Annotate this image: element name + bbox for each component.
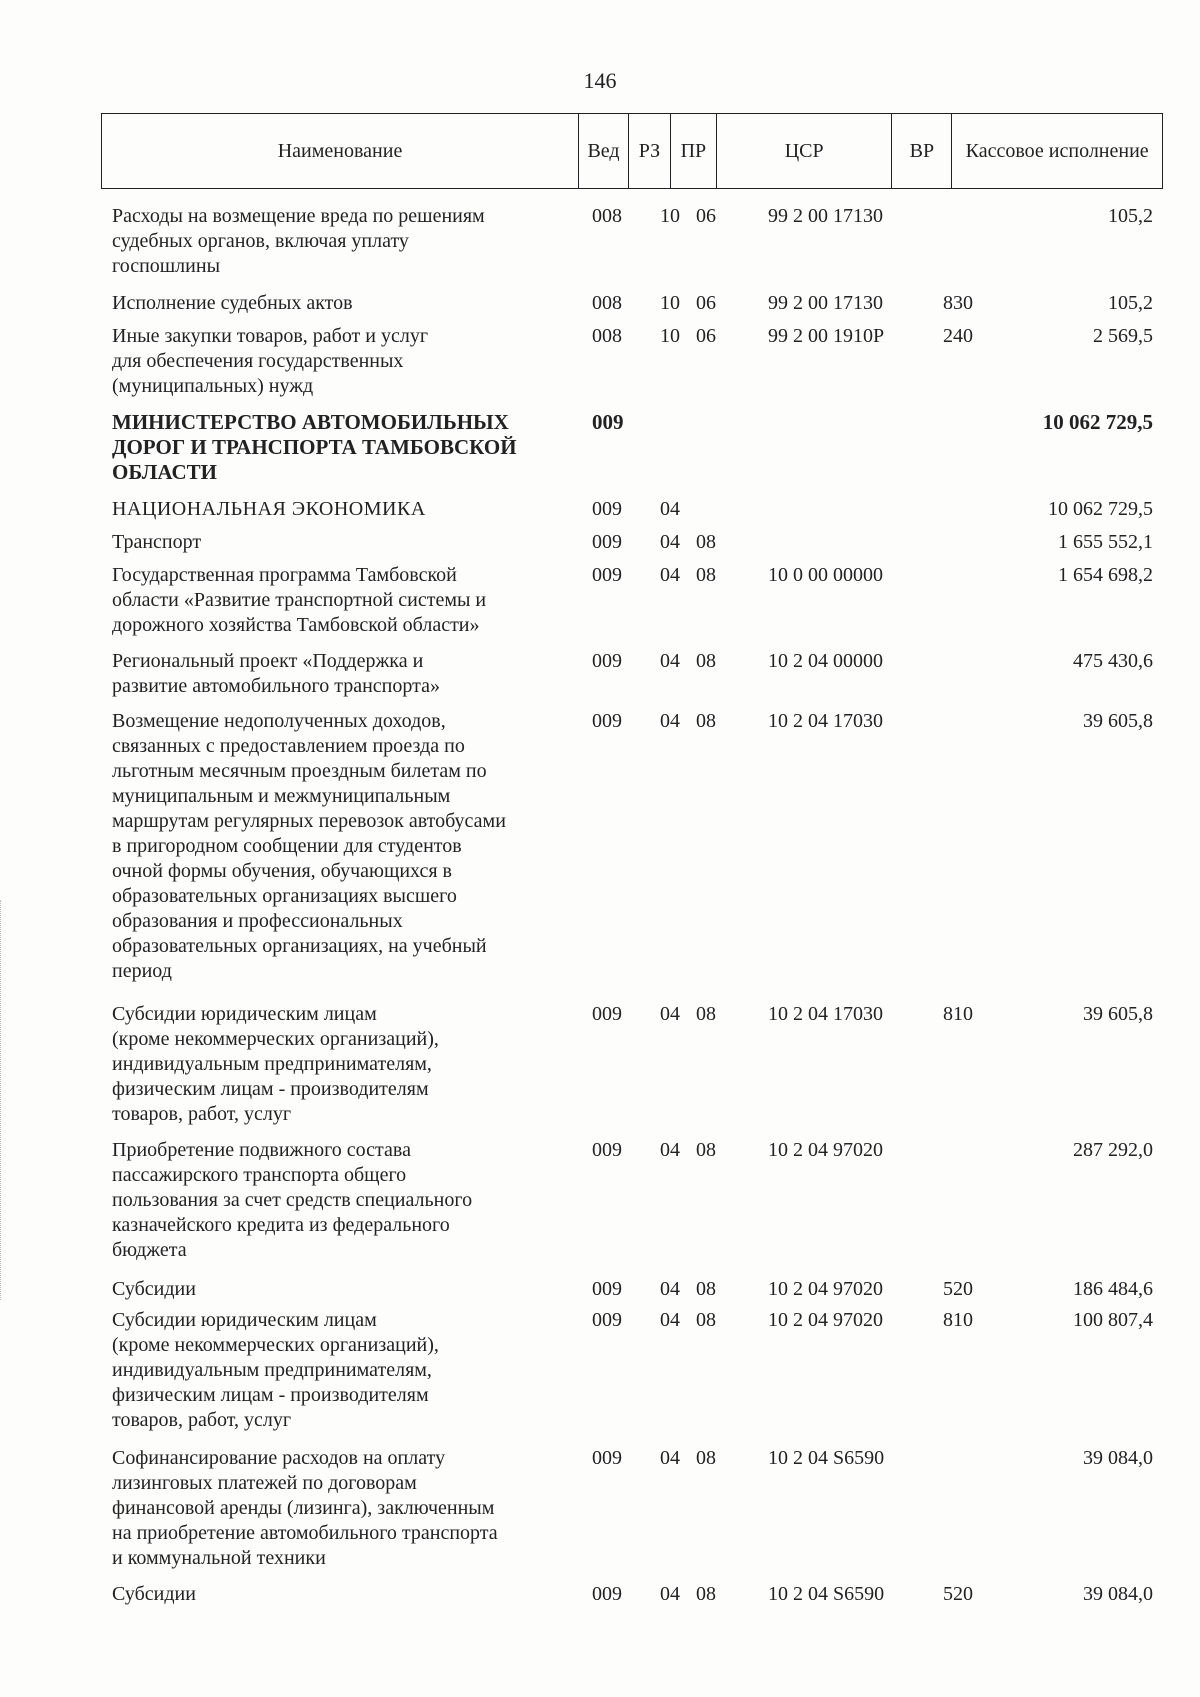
row-ved: 008 bbox=[592, 292, 622, 314]
row-ved: 009 bbox=[592, 1003, 622, 1025]
row-amount: 105,2 bbox=[1108, 205, 1153, 227]
row-rz: 04 bbox=[660, 650, 680, 672]
row-csr: 99 2 00 17130 bbox=[768, 292, 883, 314]
header-name: Наименование bbox=[102, 114, 579, 188]
header-rz: РЗ bbox=[629, 114, 671, 188]
row-amount: 10 062 729,5 bbox=[1048, 498, 1153, 520]
row-name: НАЦИОНАЛЬНАЯ ЭКОНОМИКА bbox=[112, 498, 426, 520]
row-pr: 08 bbox=[696, 1003, 716, 1025]
header-pr: ПР bbox=[671, 114, 717, 188]
row-pr: 08 bbox=[696, 650, 716, 672]
row-ved: 009 bbox=[592, 710, 622, 732]
row-name: Субсидии bbox=[112, 1583, 196, 1605]
row-pr: 08 bbox=[696, 1278, 716, 1300]
row-name: Исполнение судебных актов bbox=[112, 292, 353, 314]
row-pr: 08 bbox=[696, 1583, 716, 1605]
row-name: Приобретение подвижного состава пассажирского транспорта общего пользования за счет средств специального казначейского кредита из федерального бюджета bbox=[112, 1139, 473, 1261]
row-name: Расходы на возмещение вреда по решениям судебных органов, включая уплату госпошлины bbox=[112, 205, 485, 277]
header-vr: ВР bbox=[892, 114, 952, 188]
row-csr: 99 2 00 1910Р bbox=[768, 325, 885, 347]
row-rz: 04 bbox=[660, 1447, 680, 1469]
row-rz: 04 bbox=[660, 564, 680, 586]
row-amount: 100 807,4 bbox=[1073, 1309, 1153, 1331]
row-rz: 04 bbox=[660, 531, 680, 553]
row-csr: 10 2 04 97020 bbox=[768, 1139, 883, 1161]
row-name: Возмещение недополученных доходов, связанных с предоставлением проезда по льготным месячным проездным билетам по муниципальным и межмуниципальным маршрутам регулярных перевозок автобусами в пригородном сообщении для студентов очной формы обучения, обучающихся в образовательных организациях высшего образования и профессиональных образовательных организациях, на учебный период bbox=[112, 710, 506, 982]
row-pr: 06 bbox=[696, 325, 716, 347]
row-csr: 10 0 00 00000 bbox=[768, 564, 883, 586]
row-ved: 009 bbox=[592, 564, 622, 586]
row-csr: 10 2 04 17030 bbox=[768, 1003, 883, 1025]
row-pr: 08 bbox=[696, 1139, 716, 1161]
row-pr: 08 bbox=[696, 710, 716, 732]
row-ved: 009 bbox=[592, 650, 622, 672]
header-amount: Кассовое исполнение bbox=[965, 139, 1149, 162]
row-rz: 04 bbox=[660, 1583, 680, 1605]
row-name: Иные закупки товаров, работ и услуг для обеспечения государственных (муниципальных) нужд bbox=[112, 325, 429, 397]
row-pr: 06 bbox=[696, 205, 716, 227]
row-name: Софинансирование расходов на оплату лизинговых платежей по договорам финансовой аренды (лизинга), заключенным на приобретение автомобильного транспорта и коммунальной техники bbox=[112, 1447, 498, 1569]
row-ved: 009 bbox=[592, 531, 622, 553]
row-amount: 105,2 bbox=[1108, 292, 1153, 314]
row-pr: 08 bbox=[696, 1309, 716, 1331]
row-name: Государственная программа Тамбовской области «Развитие транспортной системы и дорожного хозяйства Тамбовской области» bbox=[112, 564, 487, 636]
row-ved: 008 bbox=[592, 205, 622, 227]
row-csr: 10 2 04 97020 bbox=[768, 1278, 883, 1300]
row-rz: 04 bbox=[660, 1278, 680, 1300]
header-ved: Вед bbox=[579, 114, 629, 188]
row-vr: 520 bbox=[943, 1583, 973, 1605]
row-ved: 009 bbox=[592, 1447, 622, 1469]
row-amount: 287 292,0 bbox=[1073, 1139, 1153, 1161]
row-ved: 009 bbox=[592, 1278, 622, 1300]
row-ved: 009 bbox=[592, 498, 622, 520]
row-amount: 475 430,6 bbox=[1073, 650, 1153, 672]
row-amount: 39 084,0 bbox=[1083, 1447, 1153, 1469]
row-ved: 009 bbox=[592, 1139, 622, 1161]
header-csr: ЦСР bbox=[717, 114, 893, 188]
row-rz: 04 bbox=[660, 1003, 680, 1025]
row-pr: 08 bbox=[696, 564, 716, 586]
row-rz: 04 bbox=[660, 1309, 680, 1331]
row-rz: 10 bbox=[660, 325, 680, 347]
row-csr: 10 2 04 S6590 bbox=[768, 1583, 885, 1605]
row-pr: 08 bbox=[696, 531, 716, 553]
row-vr: 810 bbox=[943, 1003, 973, 1025]
row-ved: 009 bbox=[592, 1583, 622, 1605]
page-number: 146 bbox=[583, 68, 617, 93]
scan-margin-artifact bbox=[0, 900, 5, 1300]
row-rz: 04 bbox=[660, 710, 680, 732]
row-name: Транспорт bbox=[112, 531, 202, 553]
row-vr: 240 bbox=[943, 325, 973, 347]
row-ved: 009 bbox=[592, 410, 624, 434]
row-amount: 1 655 552,1 bbox=[1058, 531, 1153, 553]
row-name: Субсидии bbox=[112, 1278, 196, 1300]
row-csr: 10 2 04 S6590 bbox=[768, 1447, 885, 1469]
row-pr: 06 bbox=[696, 292, 716, 314]
row-ved: 008 bbox=[592, 325, 622, 347]
row-ved: 009 bbox=[592, 1309, 622, 1331]
row-amount: 39 605,8 bbox=[1083, 710, 1153, 732]
row-amount: 39 084,0 bbox=[1083, 1583, 1153, 1605]
row-csr: 99 2 00 17130 bbox=[768, 205, 883, 227]
row-amount: 186 484,6 bbox=[1073, 1278, 1153, 1300]
row-vr: 830 bbox=[943, 292, 973, 314]
row-csr: 10 2 04 97020 bbox=[768, 1309, 883, 1331]
row-csr: 10 2 04 00000 bbox=[768, 650, 883, 672]
row-amount: 10 062 729,5 bbox=[1042, 410, 1153, 434]
row-rz: 04 bbox=[660, 498, 680, 520]
row-rz: 04 bbox=[660, 1139, 680, 1161]
row-amount: 2 569,5 bbox=[1093, 325, 1153, 347]
row-name: Субсидии юридическим лицам (кроме некоммерческих организаций), индивидуальным предпринимателям, физическим лицам - производителям товаров, работ, услуг bbox=[112, 1309, 439, 1431]
row-vr: 520 bbox=[943, 1278, 973, 1300]
row-name: Субсидии юридическим лицам (кроме некоммерческих организаций), индивидуальным предпринимателям, физическим лицам - производителям товаров, работ, услуг bbox=[112, 1003, 439, 1125]
row-rz: 10 bbox=[660, 292, 680, 314]
row-amount: 1 654 698,2 bbox=[1058, 564, 1153, 586]
row-pr: 08 bbox=[696, 1447, 716, 1469]
row-name: МИНИСТЕРСТВО АВТОМОБИЛЬНЫХ ДОРОГ И ТРАНСПОРТА ТАМБОВСКОЙ ОБЛАСТИ bbox=[112, 410, 517, 484]
row-name: Региональный проект «Поддержка и развитие автомобильного транспорта» bbox=[112, 650, 440, 697]
row-csr: 10 2 04 17030 bbox=[768, 710, 883, 732]
row-amount: 39 605,8 bbox=[1083, 1003, 1153, 1025]
row-vr: 810 bbox=[943, 1309, 973, 1331]
row-rz: 10 bbox=[660, 205, 680, 227]
